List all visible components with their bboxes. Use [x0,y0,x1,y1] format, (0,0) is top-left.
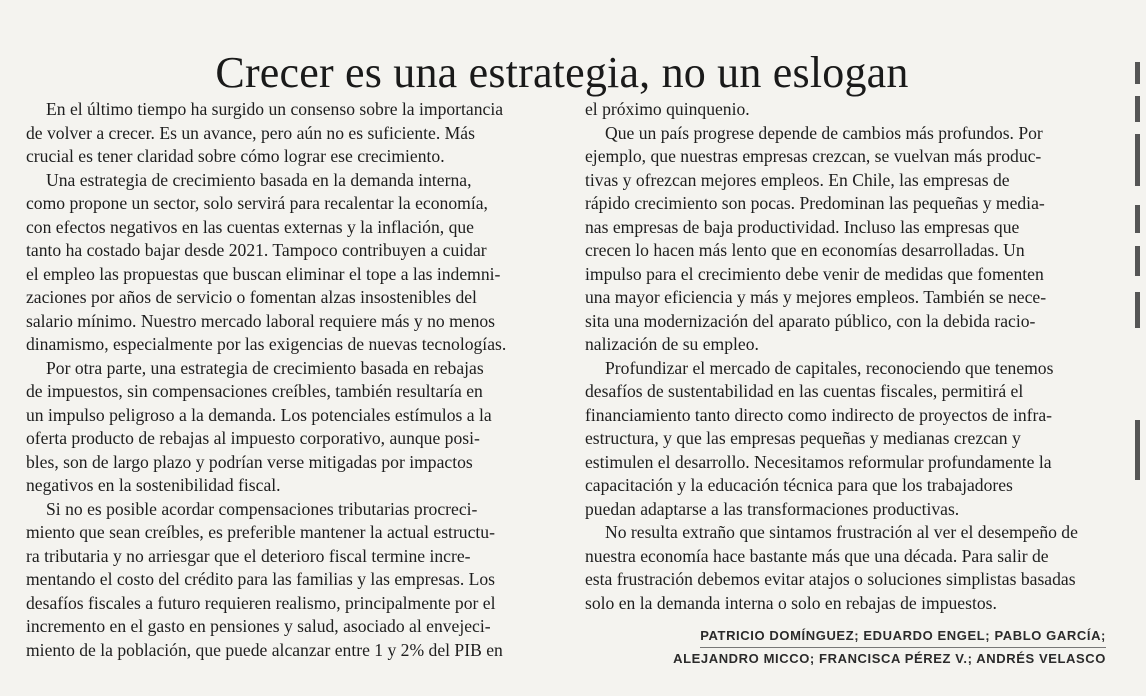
article-text-line: Si no es posible acordar compensaciones tributarias procreci- [46,498,478,519]
article-text-line: zaciones por años de servicio o fomentan alzas insostenibles del [26,287,477,307]
article-text-line: ra tributaria y no arriesgar que el deterioro fiscal termine incre- [26,545,471,566]
article-text-line: tivas y ofrezcan mejores empleos. En Chile, las empresas de [585,169,1010,190]
article-text-line: capacitación y la educación técnica para que los trabajadores [585,475,1013,495]
article-headline: Crecer es una estrategia, no un eslogan [215,48,909,98]
article-text-line: nalización de su empleo. [585,334,759,354]
article-text-line: una mayor eficiencia y más y mejores empleos. También se nece- [585,287,1047,307]
article-text-line: el empleo las propuestas que buscan eliminar el tope a las indemni- [26,263,501,284]
article-text-line: puedan adaptarse a las transformaciones productivas. [585,498,960,519]
article-text-line: Por otra parte, una estrategia de crecimiento basada en rebajas [46,357,484,378]
article-text-line: bles, son de largo plazo y podrían verse mitigadas por impactos [26,451,473,472]
article-text-line: No resulta extraño que sintamos frustración al ver el desempeño de [605,522,1078,542]
adjacent-column-edge-mark [1135,420,1140,480]
adjacent-column-edge-mark [1135,205,1140,233]
adjacent-column-edge-mark [1135,62,1140,84]
article-text-line: de impuestos, sin compensaciones creíbles, también resultaría en [26,381,483,401]
article-text-line: con efectos negativos en las cuentas externas y la inflación, que [26,216,474,237]
adjacent-column-edge-mark [1135,292,1140,328]
article-text-line: oferta producto de rebajas al impuesto corporativo, aunque posi- [26,428,480,448]
signature-divider [700,647,1106,648]
article-text-line: mentando el costo del crédito para las familias y las empresas. Los [26,569,496,589]
article-text-line: Que un país progrese depende de cambios más profundos. Por [605,122,1043,143]
article-text-line: nuestra economía hace bastante más que una década. Para salir de [585,545,1049,566]
article-text-line: impulso para el crecimiento debe venir de medidas que fomenten [585,263,1044,284]
article-text-line: el próximo quinquenio. [585,99,750,119]
article-text-line: desafíos fiscales a futuro requieren realismo, principalmente por el [26,592,496,613]
article-text-line: esta frustración debemos evitar atajos o soluciones simplistas basadas [585,569,1076,589]
article-text-line: de volver a crecer. Es un avance, pero aún no es suficiente. Más [26,122,475,143]
article-text-line: Profundizar el mercado de capitales, reconociendo que tenemos [605,357,1054,378]
article-text-line: Una estrategia de crecimiento basada en la demanda interna, [46,169,472,190]
article-text-line: salario mínimo. Nuestro mercado laboral requiere más y no menos [26,310,496,331]
author-signature-line-2: ALEJANDRO MICCO; FRANCISCA PÉREZ V.; ANDRÉS VELASCO [673,651,1106,666]
article-text-line: negativos en la sostenibilidad fiscal. [26,475,281,495]
adjacent-column-edge-mark [1135,134,1140,186]
article-column-right [585,98,1107,615]
article-text-line: crecen lo hacen más lento que en economías desarrolladas. Un [585,240,1025,260]
article-text-line: como propone un sector, solo servirá para recalentar la economía, [26,193,488,213]
article-text-line: estimulen el desarrollo. Necesitamos reformular profundamente la [585,451,1052,472]
article-text-line: miento de la población, que puede alcanzar entre 1 y 2% del PIB en [26,639,503,660]
article-text-line: tanto ha costado bajar desde 2021. Tampoco contribuyen a cuidar [26,240,487,260]
adjacent-column-edge-mark [1135,96,1140,122]
article-text-line: En el último tiempo ha surgido un consenso sobre la importancia [46,99,504,119]
article-text-line: un impulso peligroso a la demanda. Los potenciales estímulos a la [26,404,492,425]
article-text-line: financiamiento tanto directo como indirecto de proyectos de infra- [585,404,1053,425]
article-text-line: dinamismo, especialmente por las exigencias de nuevas tecnologías. [26,334,507,354]
article-text-line: desafíos de sustentabilidad en las cuentas fiscales, permitirá el [585,381,1024,401]
author-signature-line-1: PATRICIO DOMÍNGUEZ; EDUARDO ENGEL; PABLO GARCÍA; [700,628,1106,643]
article-text-line: incremento en el gasto en pensiones y salud, asociado al envejeci- [26,616,491,636]
article-text-line: ejemplo, que nuestras empresas crezcan, se vuelvan más produc- [585,146,1042,166]
article-text-line: nas empresas de baja productividad. Incluso las empresas que [585,216,1020,237]
article-column-left [26,98,558,662]
adjacent-column-edge-mark [1135,246,1140,276]
article-text-line: crucial es tener claridad sobre cómo lograr ese crecimiento. [26,146,445,166]
article-text-line: miento que sean creíbles, es preferible mantener la actual estructu- [26,522,495,542]
article-text-line: estructura, y que las empresas pequeñas y medianas crezcan y [585,428,1021,448]
article-text-line: rápido crecimiento son pocas. Predominan las pequeñas y media- [585,193,1045,213]
article-text-line: sita una modernización del aparato público, con la debida racio- [585,310,1036,331]
article-text-line: solo en la demanda interna o solo en rebajas de impuestos. [585,592,997,613]
